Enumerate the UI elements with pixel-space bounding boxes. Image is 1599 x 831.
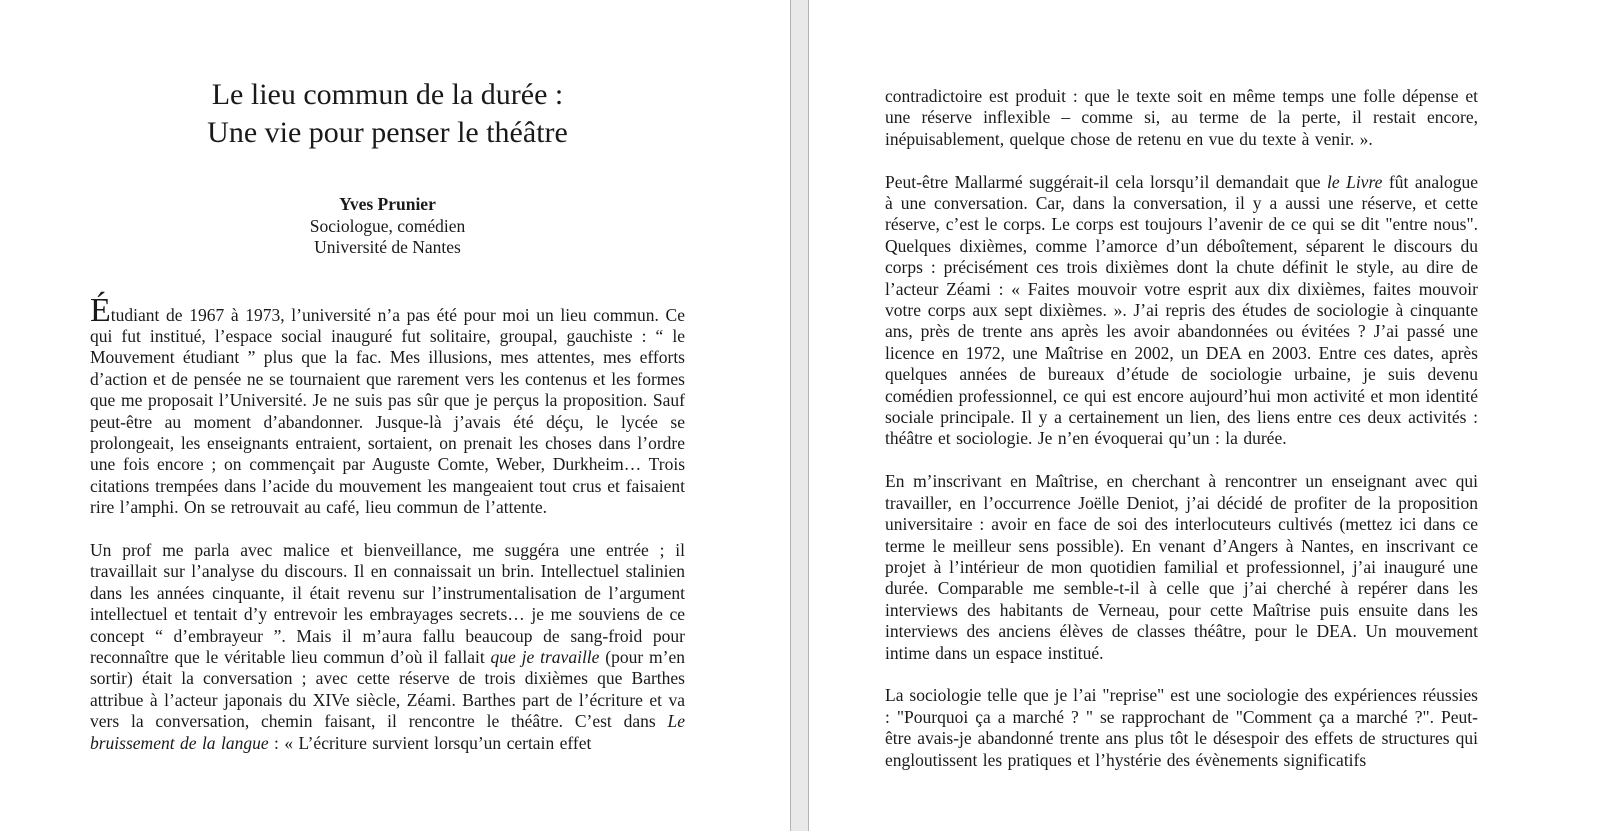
italic-run: Le bruissement de la langue bbox=[90, 711, 685, 753]
text-run: Peut-être Mallarmé suggérait-il cela lorsqu’il demandait que bbox=[885, 171, 1327, 192]
text-run: : « L’écriture survient lorsqu’un certain effet bbox=[268, 732, 592, 753]
page-divider bbox=[790, 0, 809, 831]
paragraph bbox=[885, 172, 1478, 450]
author-role: Sociologue, comédien bbox=[309, 215, 466, 236]
text-run: La sociologie telle que je l’ai "reprise" est une sociologie des expériences réussies : "Pourquoi ça a marché ? " se rapprochant de "Comment ça a marché ?". Peut-être avais-je abandonné trente ans plus tôt le désespoir des effets de structures qui engloutissent les pratiques et l’hystérie des évènements significatifs bbox=[885, 685, 1478, 770]
page-1-content bbox=[0, 76, 790, 754]
paragraph bbox=[885, 685, 1478, 771]
paragraph bbox=[90, 540, 685, 754]
text-run: Un prof me parla avec malice et bienveillance, me suggéra une entrée ; il travaillait sur l’analyse du discours. Il en connaissait un brin. Intellectuel stalinien dans les années cinquante, il était revenu sur l’instrumentalisation de l’argument intellectuel et tentait d’y entrevoir les embrayages secrets… je me souviens de ce concept “ d’embrayeur ”. Mais il m’aura fallu beaucoup de sang-froid pour reconnaître que le véritable lieu commun d’où il fallait bbox=[90, 539, 685, 667]
page-1 bbox=[0, 0, 790, 831]
author-block bbox=[90, 194, 685, 259]
page-2-content bbox=[809, 0, 1599, 771]
text-run: fût analogue à une conversation. Car, dans la conversation, il y a aussi une réserve, et cette réserve, c’est le corps. Le corps est toujours l’avenir de ce qui se dit "entre nous". Quelques dixièmes, comme l’amorce d’un déboîtement, séparent le discours du corps : précisément ces trois dixièmes dont la chute définit le style, au dire de l’acteur Zéami : « Faites mouvoir votre esprit aux dix dixièmes, faites mouvoir votre corps aux sept dixièmes. ». J’ai repris des études de sociologie à cinquante ans, près de trente ans après les avoir abandonnées ou évitées ? J’ai passé une licence en 1972, une Maîtrise en 2002, un DEA en 2003. Entre ces dates, après quelques années de bureaux d’étude de sociologie urbaine, je suis devenu comédien professionnel, ce qui est encore aujourd’hui mon activité et mon identité sociale principale. Il y a certainement un lien, des liens entre ces deux activités : théâtre et sociologie. Je n’en évoquerai qu’un : la durée. bbox=[885, 171, 1478, 449]
document-title bbox=[90, 76, 685, 152]
text-run: En m’inscrivant en Maîtrise, en cherchant à rencontrer un enseignant avec qui travailler, en l’occurrence Joëlle Deniot, j’ai décidé de profiter de la proposition universitaire : avoir en face de soi des interlocuteurs cultivés (mettez ici dans ce terme le meilleur sens possible). En venant d’Angers à Nantes, en inscrivant ce projet à l’intérieur de mon quotidien familial et professionnel, j’ai inauguré une durée. Comparable me semble-t-il à celle que j’ai cherché à repérer dans les interviews des habitants de Verneau, pour cette Maîtrise puis ensuite dans les interviews des anciens élèves de classes théâtre, pour le DEA. Un mouvement intime dans un espace institué. bbox=[885, 471, 1478, 663]
document-title-line2: Une vie pour penser le théâtre bbox=[207, 116, 568, 149]
author-name: Yves Prunier bbox=[339, 194, 436, 214]
paragraph bbox=[885, 86, 1478, 150]
document-title-line1: Le lieu commun de la durée : bbox=[211, 78, 564, 111]
italic-run: que je travaille bbox=[490, 646, 600, 667]
page-2 bbox=[809, 0, 1599, 831]
page-1-body bbox=[90, 291, 685, 755]
paragraph bbox=[90, 291, 685, 519]
text-run: contradictoire est produit : que le texte soit en même temps une folle dépense et une réserve inflexible – comme si, au terme de la perte, il restait encore, inépuisablement, quelque chose de retenu en vue du texte à venir. ». bbox=[885, 86, 1478, 149]
text-run: (pour m’en sortir) était la conversation ; avec cette réserve de trois dixièmes que Barthes attribue à l’acteur japonais du XIVe siècle, Zéami. Barthes part de l’écriture et va vers la conversation, chemin faisant, il rencontre le théâtre. C’est dans bbox=[90, 646, 685, 732]
paragraph bbox=[885, 471, 1478, 664]
page-2-body bbox=[885, 86, 1478, 771]
author-institution: Université de Nantes bbox=[314, 237, 461, 257]
italic-run: le Livre bbox=[1326, 171, 1383, 192]
text-run: tudiant de 1967 à 1973, l’université n’a pas été pour moi un lieu commun. Ce qui fut institué, l’espace social inauguré fut solitaire, groupal, gauchiste : “ le Mouvement étudiant ” plus que la fac. Mes illusions, mes attentes, mes efforts d’action et de pensée ne se tournaient que rarement vers les contenus et les formes que me proposait l’Université. Je ne suis pas sûr que je perçus la proposition. Sauf peut-être au moment d’abandonner. Jusque-là j’avais été déçu, le lycée se prolongeait, les enseignants entraient, sortaient, on prenait les choses dans l’ordre une fois encore ; on commençait par Auguste Comte, Weber, Durkheim… Trois citations trempées dans l’acide du mouvement les mangeaient tout crus et faisaient rire l’amphi. On se retrouvait au café, lieu commun de l’attente. bbox=[90, 304, 685, 518]
dropcap-initial: É bbox=[90, 291, 111, 329]
